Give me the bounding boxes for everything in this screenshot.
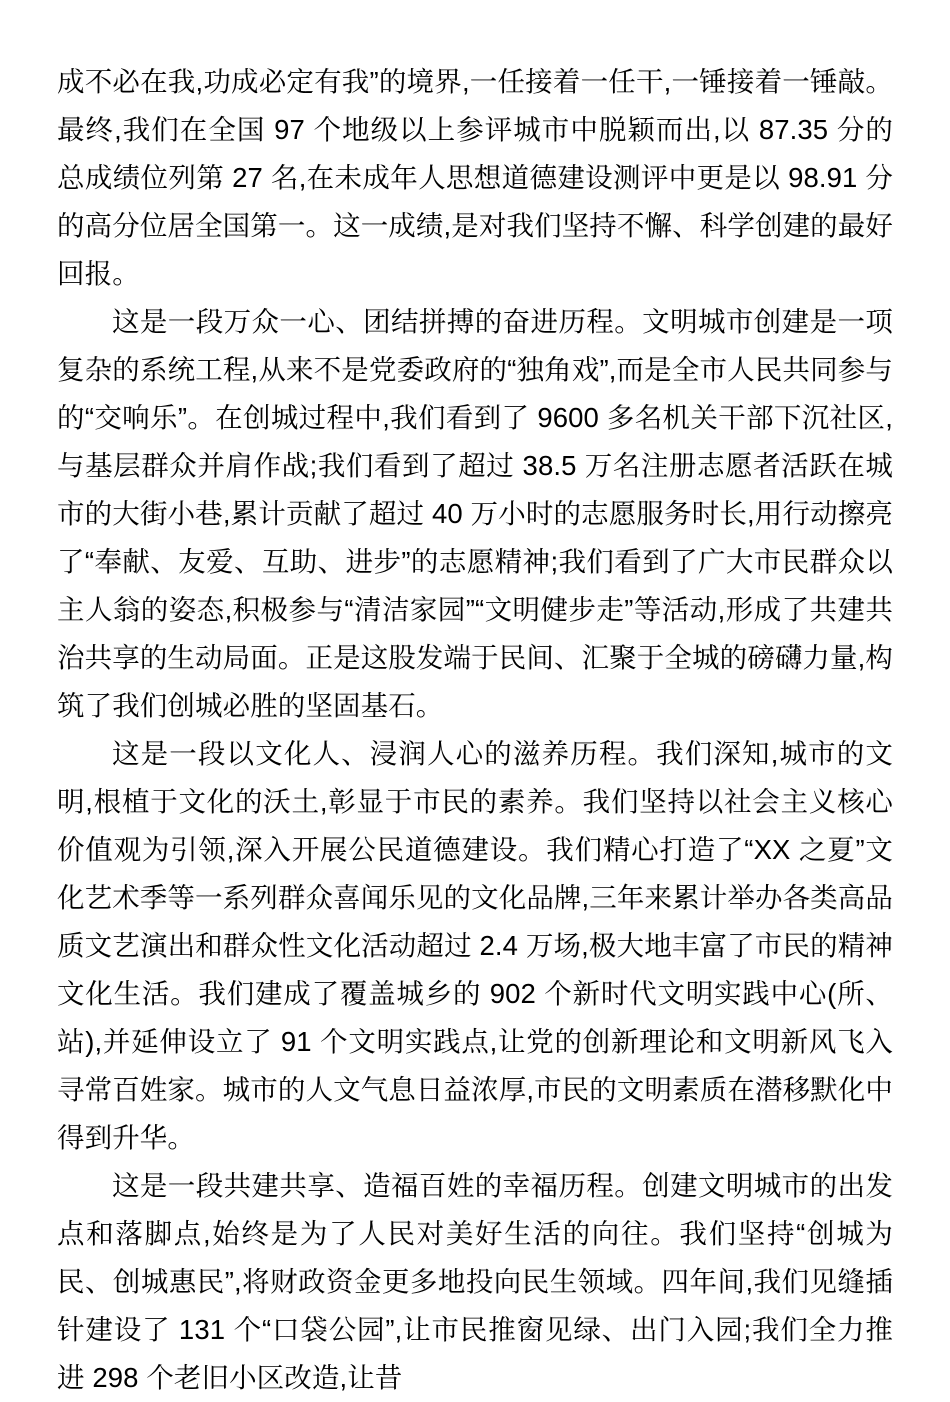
- paragraph-3: 这是一段以文化人、浸润人心的滋养历程。我们深知,城市的文明,根植于文化的沃土,彰显于市民的素养。我们坚持以社会主义核心价值观为引领,深入开展公民道德建设。我们精心打造了“XX 之夏”文化艺术季等一系列群众喜闻乐见的文化品牌,三年来累计举办各类高品质文艺演出和群众性文化活动超过 2.4 万场,极大地丰富了市民的精神文化生活。我们建成了覆盖城乡的 902 个新时代文明实践中心(所、站),并延伸设立了 91 个文明实践点,让党的创新理论和文明新风飞入寻常百姓家。城市的人文气息日益浓厚,市民的文明素质在潜移默化中得到升华。: [57, 738, 893, 1153]
- paragraph-4: 这是一段共建共享、造福百姓的幸福历程。创建文明城市的出发点和落脚点,始终是为了人民对美好生活的向往。我们坚持“创城为民、创城惠民”,将财政资金更多地投向民生领域。四年间,我们见缝插针建设了 131 个“口袋公园”,让市民推窗见绿、出门入园;我们全力推进 298 个老旧小区改造,让昔: [57, 1170, 893, 1393]
- paragraph-2: 这是一段万众一心、团结拼搏的奋进历程。文明城市创建是一项复杂的系统工程,从来不是党委政府的“独角戏”,而是全市人民共同参与的“交响乐”。在创城过程中,我们看到了 9600 多名机关干部下沉社区,与基层群众并肩作战;我们看到了超过 38.5 万名注册志愿者活跃在城市的大街小巷,累计贡献了超过 40 万小时的志愿服务时长,用行动擦亮了“奉献、友爱、互助、进步”的志愿精神;我们看到了广大市民群众以主人翁的姿态,积极参与“清洁家园”“文明健步走”等活动,形成了共建共治共享的生动局面。正是这股发端于民间、汇聚于全城的磅礴力量,构筑了我们创城必胜的坚固基石。: [57, 306, 893, 721]
- document-text-body: [57, 58, 893, 1402]
- paragraph-1: 成不必在我,功成必定有我”的境界,一任接着一任干,一锤接着一锤敲。最终,我们在全国 97 个地级以上参评城市中脱颖而出,以 87.35 分的总成绩位列第 27 名,在未成年人思想道德建设测评中更是以 98.91 分的高分位居全国第一。这一成绩,是对我们坚持不懈、科学创建的最好回报。: [57, 66, 893, 289]
